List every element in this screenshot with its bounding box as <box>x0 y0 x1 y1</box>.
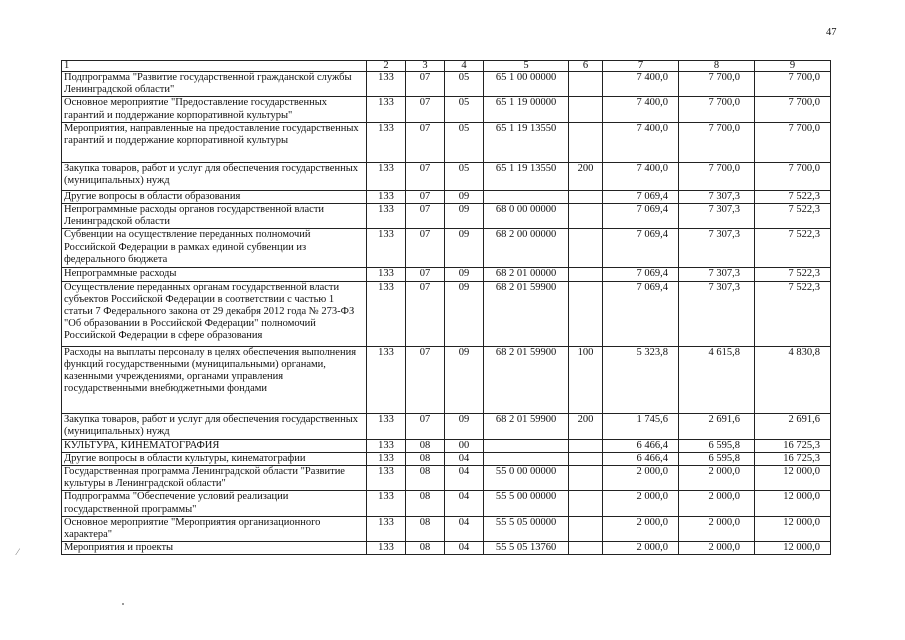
row-amount-1: 7 400,0 <box>603 122 679 162</box>
table-row <box>62 452 831 465</box>
row-amount-1: 7 400,0 <box>603 72 679 97</box>
row-amount-3: 7 700,0 <box>755 97 831 122</box>
row-admin-code: 133 <box>367 268 406 281</box>
row-admin-code: 133 <box>367 516 406 541</box>
table-row <box>62 516 831 541</box>
row-amount-1: 7 400,0 <box>603 97 679 122</box>
row-section: 07 <box>406 162 445 190</box>
header-col-6: 6 <box>569 61 603 72</box>
row-target-code: 65 1 00 00000 <box>484 72 569 97</box>
row-expense-type <box>569 190 603 203</box>
table-row <box>62 162 831 190</box>
row-title: Основное мероприятие "Предоставление государственных гарантий и поддержание корпоративной культуры" <box>62 97 367 122</box>
row-amount-1: 2 000,0 <box>603 516 679 541</box>
row-target-code: 68 2 01 59900 <box>484 346 569 413</box>
header-col-1: 1 <box>62 61 367 72</box>
row-section: 08 <box>406 491 445 516</box>
row-expense-type <box>569 229 603 268</box>
row-subsection: 09 <box>445 413 484 439</box>
row-admin-code: 133 <box>367 72 406 97</box>
row-title: Непрограммные расходы <box>62 268 367 281</box>
row-subsection: 04 <box>445 542 484 555</box>
row-section: 07 <box>406 346 445 413</box>
row-section: 07 <box>406 413 445 439</box>
row-amount-3: 12 000,0 <box>755 491 831 516</box>
row-target-code: 55 5 00 00000 <box>484 491 569 516</box>
row-amount-2: 7 307,3 <box>679 204 755 229</box>
row-admin-code: 133 <box>367 466 406 491</box>
row-subsection: 04 <box>445 491 484 516</box>
header-col-8: 8 <box>679 61 755 72</box>
header-col-3: 3 <box>406 61 445 72</box>
row-admin-code: 133 <box>367 122 406 162</box>
row-admin-code: 133 <box>367 491 406 516</box>
row-amount-2: 7 700,0 <box>679 162 755 190</box>
row-expense-type <box>569 466 603 491</box>
row-amount-1: 1 745,6 <box>603 413 679 439</box>
row-expense-type <box>569 491 603 516</box>
row-subsection: 05 <box>445 162 484 190</box>
row-amount-2: 7 307,3 <box>679 190 755 203</box>
row-amount-2: 7 307,3 <box>679 268 755 281</box>
row-title: КУЛЬТУРА, КИНЕМАТОГРАФИЯ <box>62 439 367 452</box>
table-row <box>62 268 831 281</box>
row-section: 08 <box>406 542 445 555</box>
row-section: 08 <box>406 516 445 541</box>
row-expense-type <box>569 122 603 162</box>
row-title: Другие вопросы в области культуры, кинематографии <box>62 452 367 465</box>
header-col-2: 2 <box>367 61 406 72</box>
row-section: 07 <box>406 72 445 97</box>
row-subsection: 09 <box>445 346 484 413</box>
row-section: 08 <box>406 466 445 491</box>
row-amount-1: 7 069,4 <box>603 204 679 229</box>
table-row <box>62 491 831 516</box>
header-col-4: 4 <box>445 61 484 72</box>
row-amount-2: 7 307,3 <box>679 281 755 346</box>
row-amount-2: 2 000,0 <box>679 466 755 491</box>
row-title: Государственная программа Ленинградской области "Развитие культуры в Ленинградской области" <box>62 466 367 491</box>
row-subsection: 04 <box>445 466 484 491</box>
row-amount-2: 2 000,0 <box>679 491 755 516</box>
row-amount-1: 6 466,4 <box>603 452 679 465</box>
row-amount-3: 4 830,8 <box>755 346 831 413</box>
page-number: 47 <box>826 27 837 38</box>
row-target-code: 55 5 05 00000 <box>484 516 569 541</box>
row-target-code <box>484 190 569 203</box>
row-amount-1: 5 323,8 <box>603 346 679 413</box>
row-admin-code: 133 <box>367 162 406 190</box>
row-title: Расходы на выплаты персоналу в целях обеспечения выполнения функций государственными (муниципальными) органами, казенными учреждениями, органами управления государственными внебюджетными фондами <box>62 346 367 413</box>
row-target-code: 65 1 19 13550 <box>484 162 569 190</box>
row-title: Субвенции на осуществление переданных полномочий Российской Федерации в рамках единой субвенции из федерального бюджета <box>62 229 367 268</box>
row-amount-1: 2 000,0 <box>603 466 679 491</box>
row-amount-3: 12 000,0 <box>755 516 831 541</box>
row-amount-3: 16 725,3 <box>755 452 831 465</box>
row-amount-3: 7 522,3 <box>755 268 831 281</box>
row-amount-3: 7 522,3 <box>755 204 831 229</box>
row-amount-2: 6 595,8 <box>679 439 755 452</box>
row-target-code: 65 1 19 13550 <box>484 122 569 162</box>
row-expense-type <box>569 97 603 122</box>
row-amount-3: 7 522,3 <box>755 229 831 268</box>
row-target-code: 55 0 00 00000 <box>484 466 569 491</box>
row-amount-1: 7 069,4 <box>603 268 679 281</box>
row-admin-code: 133 <box>367 229 406 268</box>
row-amount-1: 7 069,4 <box>603 229 679 268</box>
row-amount-2: 2 000,0 <box>679 542 755 555</box>
row-target-code: 65 1 19 00000 <box>484 97 569 122</box>
table-row <box>62 413 831 439</box>
row-amount-1: 7 069,4 <box>603 281 679 346</box>
row-amount-1: 2 000,0 <box>603 491 679 516</box>
row-expense-type: 200 <box>569 413 603 439</box>
row-subsection: 09 <box>445 281 484 346</box>
row-amount-3: 12 000,0 <box>755 542 831 555</box>
row-amount-1: 7 400,0 <box>603 162 679 190</box>
row-subsection: 09 <box>445 268 484 281</box>
row-section: 07 <box>406 229 445 268</box>
row-amount-3: 7 522,3 <box>755 281 831 346</box>
row-title: Закупка товаров, работ и услуг для обеспечения государственных (муниципальных) нужд <box>62 162 367 190</box>
row-expense-type <box>569 268 603 281</box>
row-amount-2: 2 691,6 <box>679 413 755 439</box>
row-admin-code: 133 <box>367 204 406 229</box>
row-section: 07 <box>406 204 445 229</box>
row-title: Мероприятия, направленные на предоставление государственных гарантий и поддержание корпоративной культуры <box>62 122 367 162</box>
row-admin-code: 133 <box>367 281 406 346</box>
row-admin-code: 133 <box>367 413 406 439</box>
row-target-code: 68 2 01 59900 <box>484 413 569 439</box>
row-expense-type <box>569 439 603 452</box>
row-amount-2: 7 700,0 <box>679 122 755 162</box>
row-subsection: 05 <box>445 97 484 122</box>
row-target-code: 68 2 01 00000 <box>484 268 569 281</box>
budget-table <box>61 60 831 555</box>
row-expense-type <box>569 516 603 541</box>
row-amount-3: 7 522,3 <box>755 190 831 203</box>
row-amount-3: 2 691,6 <box>755 413 831 439</box>
row-expense-type: 100 <box>569 346 603 413</box>
row-subsection: 05 <box>445 122 484 162</box>
table-row <box>62 542 831 555</box>
row-amount-2: 7 307,3 <box>679 229 755 268</box>
row-expense-type <box>569 542 603 555</box>
row-subsection: 04 <box>445 516 484 541</box>
row-target-code <box>484 452 569 465</box>
row-amount-3: 12 000,0 <box>755 466 831 491</box>
row-expense-type <box>569 281 603 346</box>
row-title: Основное мероприятие "Мероприятия организационного характера" <box>62 516 367 541</box>
row-admin-code: 133 <box>367 439 406 452</box>
row-expense-type <box>569 204 603 229</box>
row-section: 07 <box>406 268 445 281</box>
row-amount-3: 7 700,0 <box>755 72 831 97</box>
table-row <box>62 439 831 452</box>
table-row <box>62 466 831 491</box>
row-amount-3: 7 700,0 <box>755 122 831 162</box>
row-amount-1: 6 466,4 <box>603 439 679 452</box>
row-title: Осуществление переданных органам государственной власти субъектов Российской Федерации в соответствии с частью 1 статьи 7 Федерального закона от 29 декабря 2012 года № 273-ФЗ "Об образовании в Российской Федерации" полномочий Российской Федерации в сфере образования <box>62 281 367 346</box>
row-amount-3: 7 700,0 <box>755 162 831 190</box>
row-amount-1: 7 069,4 <box>603 190 679 203</box>
row-target-code: 68 2 01 59900 <box>484 281 569 346</box>
row-target-code: 68 0 00 00000 <box>484 204 569 229</box>
row-amount-2: 4 615,8 <box>679 346 755 413</box>
header-col-5: 5 <box>484 61 569 72</box>
row-title: Закупка товаров, работ и услуг для обеспечения государственных (муниципальных) нужд <box>62 413 367 439</box>
row-section: 07 <box>406 190 445 203</box>
row-subsection: 04 <box>445 452 484 465</box>
row-admin-code: 133 <box>367 542 406 555</box>
row-amount-2: 2 000,0 <box>679 516 755 541</box>
table-row <box>62 346 831 413</box>
row-subsection: 09 <box>445 190 484 203</box>
row-amount-3: 16 725,3 <box>755 439 831 452</box>
table-row <box>62 229 831 268</box>
row-expense-type <box>569 72 603 97</box>
header-col-9: 9 <box>755 61 831 72</box>
row-title: Другие вопросы в области образования <box>62 190 367 203</box>
row-admin-code: 133 <box>367 97 406 122</box>
row-section: 07 <box>406 281 445 346</box>
row-section: 08 <box>406 452 445 465</box>
row-subsection: 09 <box>445 229 484 268</box>
row-amount-1: 2 000,0 <box>603 542 679 555</box>
row-subsection: 09 <box>445 204 484 229</box>
row-expense-type <box>569 452 603 465</box>
row-section: 08 <box>406 439 445 452</box>
table-row <box>62 97 831 122</box>
row-title: Непрограммные расходы органов государственной власти Ленинградской области <box>62 204 367 229</box>
row-title: Мероприятия и проекты <box>62 542 367 555</box>
row-admin-code: 133 <box>367 190 406 203</box>
row-target-code: 55 5 05 13760 <box>484 542 569 555</box>
table-row <box>62 281 831 346</box>
header-row <box>62 61 831 72</box>
row-amount-2: 6 595,8 <box>679 452 755 465</box>
row-section: 07 <box>406 97 445 122</box>
row-target-code: 68 2 00 00000 <box>484 229 569 268</box>
row-expense-type: 200 <box>569 162 603 190</box>
table-row <box>62 122 831 162</box>
table-row <box>62 72 831 97</box>
table-row <box>62 190 831 203</box>
row-amount-2: 7 700,0 <box>679 97 755 122</box>
row-admin-code: 133 <box>367 346 406 413</box>
row-admin-code: 133 <box>367 452 406 465</box>
table-body <box>62 72 831 555</box>
margin-mark: ⁄ <box>17 547 19 557</box>
row-title: Подпрограмма "Развитие государственной гражданской службы Ленинградской области" <box>62 72 367 97</box>
row-section: 07 <box>406 122 445 162</box>
row-amount-2: 7 700,0 <box>679 72 755 97</box>
row-subsection: 00 <box>445 439 484 452</box>
row-title: Подпрограмма "Обеспечение условий реализации государственной программы" <box>62 491 367 516</box>
scan-dot <box>122 603 124 605</box>
row-target-code <box>484 439 569 452</box>
row-subsection: 05 <box>445 72 484 97</box>
table-row <box>62 204 831 229</box>
header-col-7: 7 <box>603 61 679 72</box>
